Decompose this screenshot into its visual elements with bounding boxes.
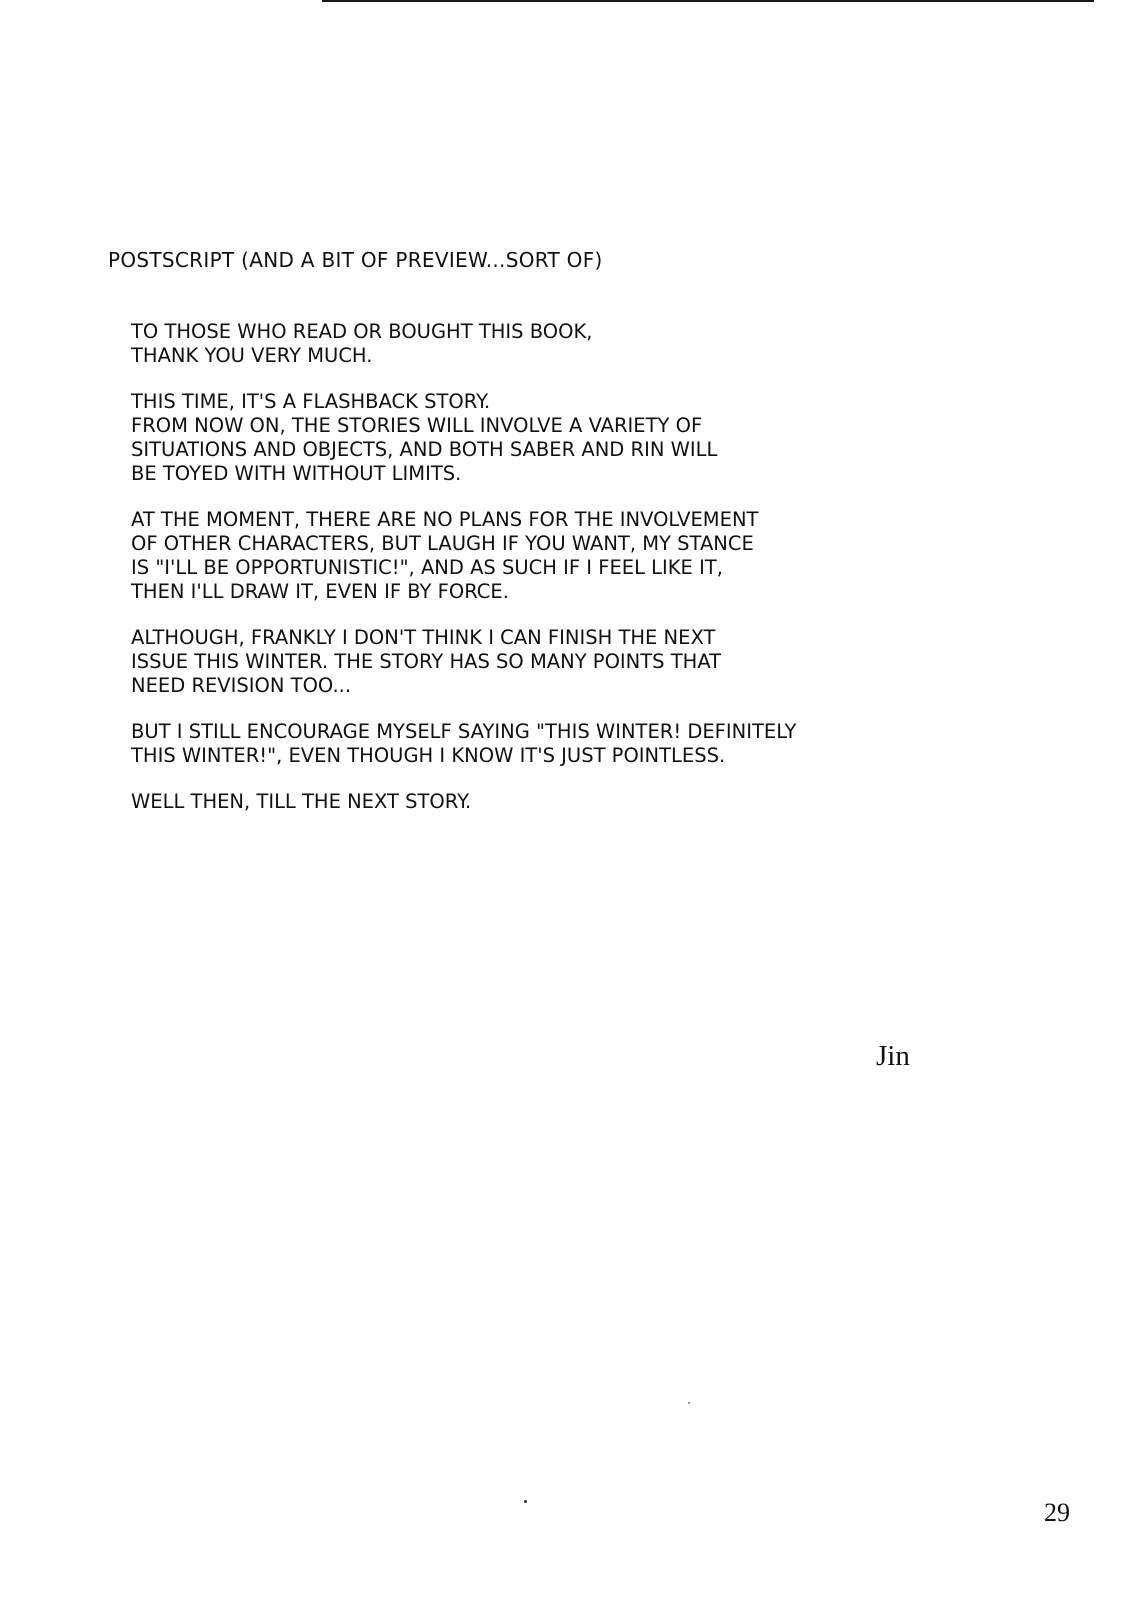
- text-line: TO THOSE WHO READ OR BOUGHT THIS BOOK,: [131, 320, 593, 343]
- text-line: THEN I'LL DRAW IT, EVEN IF BY FORCE.: [131, 580, 509, 603]
- text-line: IS "I'LL BE OPPORTUNISTIC!", AND AS SUCH IF I FEEL LIKE IT,: [131, 556, 723, 579]
- paragraph-characters: [131, 508, 931, 604]
- text-line: BUT I STILL ENCOURAGE MYSELF SAYING "THIS WINTER! DEFINITELY: [131, 720, 797, 743]
- text-line: FROM NOW ON, THE STORIES WILL INVOLVE A VARIETY OF: [131, 414, 703, 437]
- postscript-heading: POSTSCRIPT (AND A BIT OF PREVIEW...SORT OF): [108, 248, 603, 272]
- page-number: 29: [1044, 1498, 1070, 1527]
- postscript-body: [131, 320, 931, 836]
- paragraph-flashback: [131, 390, 931, 486]
- paragraph-next-issue: [131, 626, 931, 698]
- top-rule: [322, 0, 1094, 2]
- paragraph-thanks: [131, 320, 931, 368]
- text-line: SITUATIONS AND OBJECTS, AND BOTH SABER AND RIN WILL: [131, 438, 718, 461]
- text-line: THIS TIME, IT'S A FLASHBACK STORY.: [131, 390, 491, 413]
- text-line: THIS WINTER!", EVEN THOUGH I KNOW IT'S JUST POINTLESS.: [131, 744, 726, 767]
- text-line: WELL THEN, TILL THE NEXT STORY.: [131, 790, 472, 813]
- text-line: ALTHOUGH, FRANKLY I DON'T THINK I CAN FINISH THE NEXT: [131, 626, 716, 649]
- author-signature: Jin: [876, 1040, 910, 1072]
- scan-speck: [524, 1500, 527, 1503]
- text-line: BE TOYED WITH WITHOUT LIMITS.: [131, 462, 462, 485]
- text-line: THANK YOU VERY MUCH.: [131, 344, 373, 367]
- text-line: NEED REVISION TOO...: [131, 674, 352, 697]
- text-line: ISSUE THIS WINTER. THE STORY HAS SO MANY POINTS THAT: [131, 650, 722, 673]
- text-line: AT THE MOMENT, THERE ARE NO PLANS FOR THE INVOLVEMENT: [131, 508, 759, 531]
- paragraph-encourage: [131, 720, 931, 768]
- paragraph-farewell: [131, 790, 931, 814]
- scan-speck: [688, 1402, 690, 1404]
- text-line: OF OTHER CHARACTERS, BUT LAUGH IF YOU WANT, MY STANCE: [131, 532, 754, 555]
